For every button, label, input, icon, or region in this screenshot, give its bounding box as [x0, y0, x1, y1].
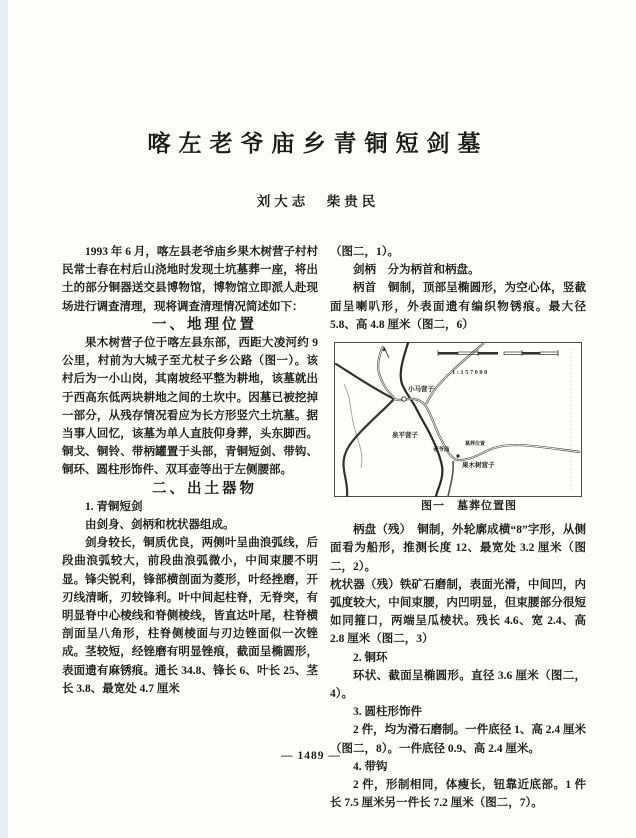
pommel-paragraph: 柄首 铜制，顶部呈椭圆形，为空心体，竖截面呈喇叭形，外表面遗有编织物锈痕。最大径 5.8、高 4.8 厘米（图二，6） [330, 282, 586, 331]
left-column [62, 243, 318, 698]
map-label-xiaomayingzi: 小马营子 [408, 386, 434, 394]
figure-1 [330, 342, 586, 515]
continuation-line: （图二，1）。 [330, 246, 399, 258]
figure-1-caption: 图一 墓葬位置图 [421, 500, 517, 513]
item-heading-bronze-ring: 2. 铜环 [353, 651, 388, 664]
page-number: — 1489 — [281, 750, 341, 762]
guard-paragraph: 柄盘（残） 铜制，外轮廓成横“8”字形，从侧面看为船形，推测长度 12、最宽处 3.2 厘米（图二，2）。 [330, 524, 586, 573]
section-heading-geography: 一、地理位置 [152, 316, 257, 333]
item-heading-belt-hook: 4. 带钩 [353, 760, 388, 773]
intro-paragraph: 1993 年 6 月，喀左县老爷庙乡果木树营子村村民常士春在村后山浇地时发现土坑墓葬一座，将出土的部分铜器送交县博物馆，博物馆立即派人赴现场进行调查清理，现将调查清理情况简述如下： [62, 246, 318, 313]
map-label-guomushuyingzi: 果木树营子 [462, 462, 495, 470]
page-title: 喀左老爷庙乡青铜短剑墓 [147, 131, 489, 156]
section-heading-artifacts: 二、出土器物 [152, 480, 257, 497]
pillow-stone-paragraph: 枕状器（残）铁矿石磨制，表面光滑，中间凹，内弧度较大，中间束腰，内凹明显，但束腰部分很短如同箍口，两端呈瓜棱状。残长 4.6、宽 2.4、高 2.8 厘米（图二，3） [330, 578, 586, 646]
map-label-laoyemiao: 老爷庙 [433, 447, 450, 454]
map-label-quanpingyingzi: 泉平营子 [392, 432, 418, 440]
map-label-muzangweizhi: 墓葬位置 [465, 442, 486, 448]
belt-hook-paragraph: 2 件，形制相同，体瘦长，钮靠近底部。1 件长 7.5 厘米另一件长 7.2 厘米（图二，7）。 [330, 779, 586, 810]
dagger-description-paragraph: 剑身较长，铜质优良，两侧叶呈曲浪弧线，后段曲浪弧较大，前段曲浪弧微小，中间束腰不明显。锋尖锐利，锋部横剖面为菱形，叶经挫磨，开刃线清晰，刃较锋利。叶中间起柱脊，无脊突，有明显脊中心棱线和脊侧棱线，皆直达叶尾，柱脊横剖面呈八角形，柱脊侧棱面与刃边锉面似一次锉成。茎较短，经锉磨有明显锉痕，截面呈椭圆形，表面遗有麻锈痕。通长 34.8、锋长 6、叶长 25、茎长 3.8、最宽处 4.7 厘米 [62, 537, 318, 695]
map-scale-text: 1:157000 [452, 369, 489, 377]
right-column [330, 243, 586, 812]
hilt-paragraph: 剑柄 分为柄首和柄盘。 [353, 264, 480, 277]
site-map [334, 342, 582, 497]
scan-spine-strip [0, 0, 8, 838]
item-heading-bronze-dagger: 1. 青铜短剑 [85, 500, 143, 513]
dagger-composition-paragraph: 由剑身、剑柄和枕状器组成。 [85, 519, 235, 532]
bronze-ring-paragraph: 环状、截面呈椭圆形。直径 3.6 厘米（图二，4）。 [330, 669, 586, 701]
item-heading-cylindrical-ornament: 3. 圆柱形饰件 [353, 706, 422, 719]
authors: 刘大志 柴贵民 [256, 194, 380, 209]
cylindrical-ornament-paragraph: 2 件，均为滑石磨制。一件底径 1、高 2.4 厘米（图二，8）。一件底径 0.9、高 2.4 厘米。 [330, 724, 586, 755]
geography-paragraph: 果木树营子位于喀左县东部，西距大凌河约 9 公里，村前为大城子至尤杖子乡公路（图一）。该村后为一小山岗，其南坡经平整为耕地，该墓就出于西高东低两块耕地之间的土坎中。因墓已被挖掉一部分，从残存情况看应为长方形竖穴土坑墓。据当事人回忆，该墓为单人直肢仰身葬，头东脚西。铜戈、铜铃、带柄罐置于头部，青铜短剑、带钩、铜环、圆柱形饰件、双耳壶等出于左侧腰部。 [62, 337, 318, 477]
